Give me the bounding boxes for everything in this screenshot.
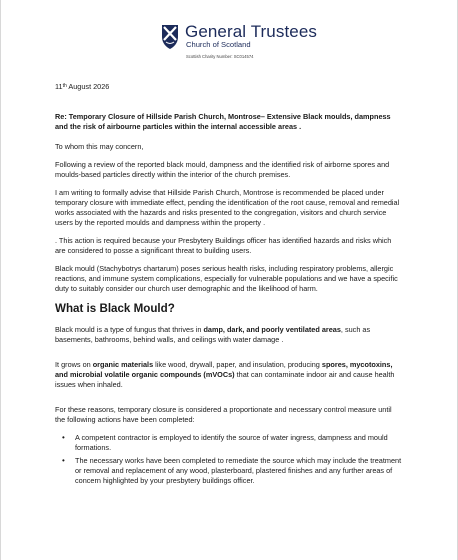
paragraph-review: Following a review of the reported black mould, dampness and the identified risk of airborne spores and moulds-based particles directly within the interior of the church premises. bbox=[55, 160, 390, 179]
salutation: To whom this may concern, bbox=[55, 142, 144, 151]
charity-number: Scottish Charity Number: SC014574 bbox=[186, 54, 254, 59]
paragraph-closure: I am writing to formally advise that Hillside Parish Church, Montrose is recommended be placed under temporary closure with immediate effect, pending the identification of the root cause, removal and remedial works associated with the hazards and risks presented to the congregation, visitors and church service users by the reported moulds and dampness within the property . bbox=[55, 188, 400, 227]
paragraph-definition: Black mould is a type of fungus that thrives in damp, dark, and poorly ventilated areas, such as basements, bathrooms, behind walls, and ceilings with water damage . bbox=[55, 325, 371, 344]
paragraph-conclusion: For these reasons, temporary closure is considered a proportionate and necessary control measure until the following actions have been completed: bbox=[55, 405, 392, 424]
list-item: • The necessary works have been completed to remediate the source which may include the treatment or removal and replacement of any wood, plasterboard, plastered finishes and any further areas of concern highlighted by your presbytery buildings officer. bbox=[55, 456, 403, 486]
saltire-icon bbox=[160, 24, 180, 50]
org-name: General Trustees bbox=[185, 22, 317, 41]
paragraph-health-risks: Black mould (Stachybotrys chartarum) poses serious health risks, including respiratory problems, allergic reactions, and immune system complications, especially for vulnerable populations and we have a specific duty to suitably consider our church user demographic and the likelihood of harm. bbox=[55, 264, 398, 293]
section-heading: What is Black Mould? bbox=[55, 302, 175, 315]
letter-date: 11th August 2026 bbox=[55, 82, 110, 91]
subject-line: Re: Temporary Closure of Hillside Parish Church, Montrose– Extensive Black moulds, dampness and the risk of airbourne particles within the internal accessible areas . bbox=[55, 112, 391, 131]
org-subtitle: Church of Scotland bbox=[186, 40, 251, 49]
letter-body bbox=[55, 82, 403, 489]
action-list bbox=[55, 433, 403, 486]
paragraph-reason: . This action is required because your Presbytery Buildings officer has identified hazards and risks which are considered to posse a significant threat to building users. bbox=[55, 236, 392, 255]
list-item: • A competent contractor is employed to identify the source of water ingress, dampness and mould formations. bbox=[55, 433, 403, 453]
letterhead bbox=[160, 24, 370, 64]
paragraph-growth: It grows on organic materials like wood, drywall, paper, and insulation, producing spores, mycotoxins, and microbial volatile organic compounds (mVOCs) that can contaminate indoor air and cause health issues when inhaled. bbox=[55, 360, 395, 389]
